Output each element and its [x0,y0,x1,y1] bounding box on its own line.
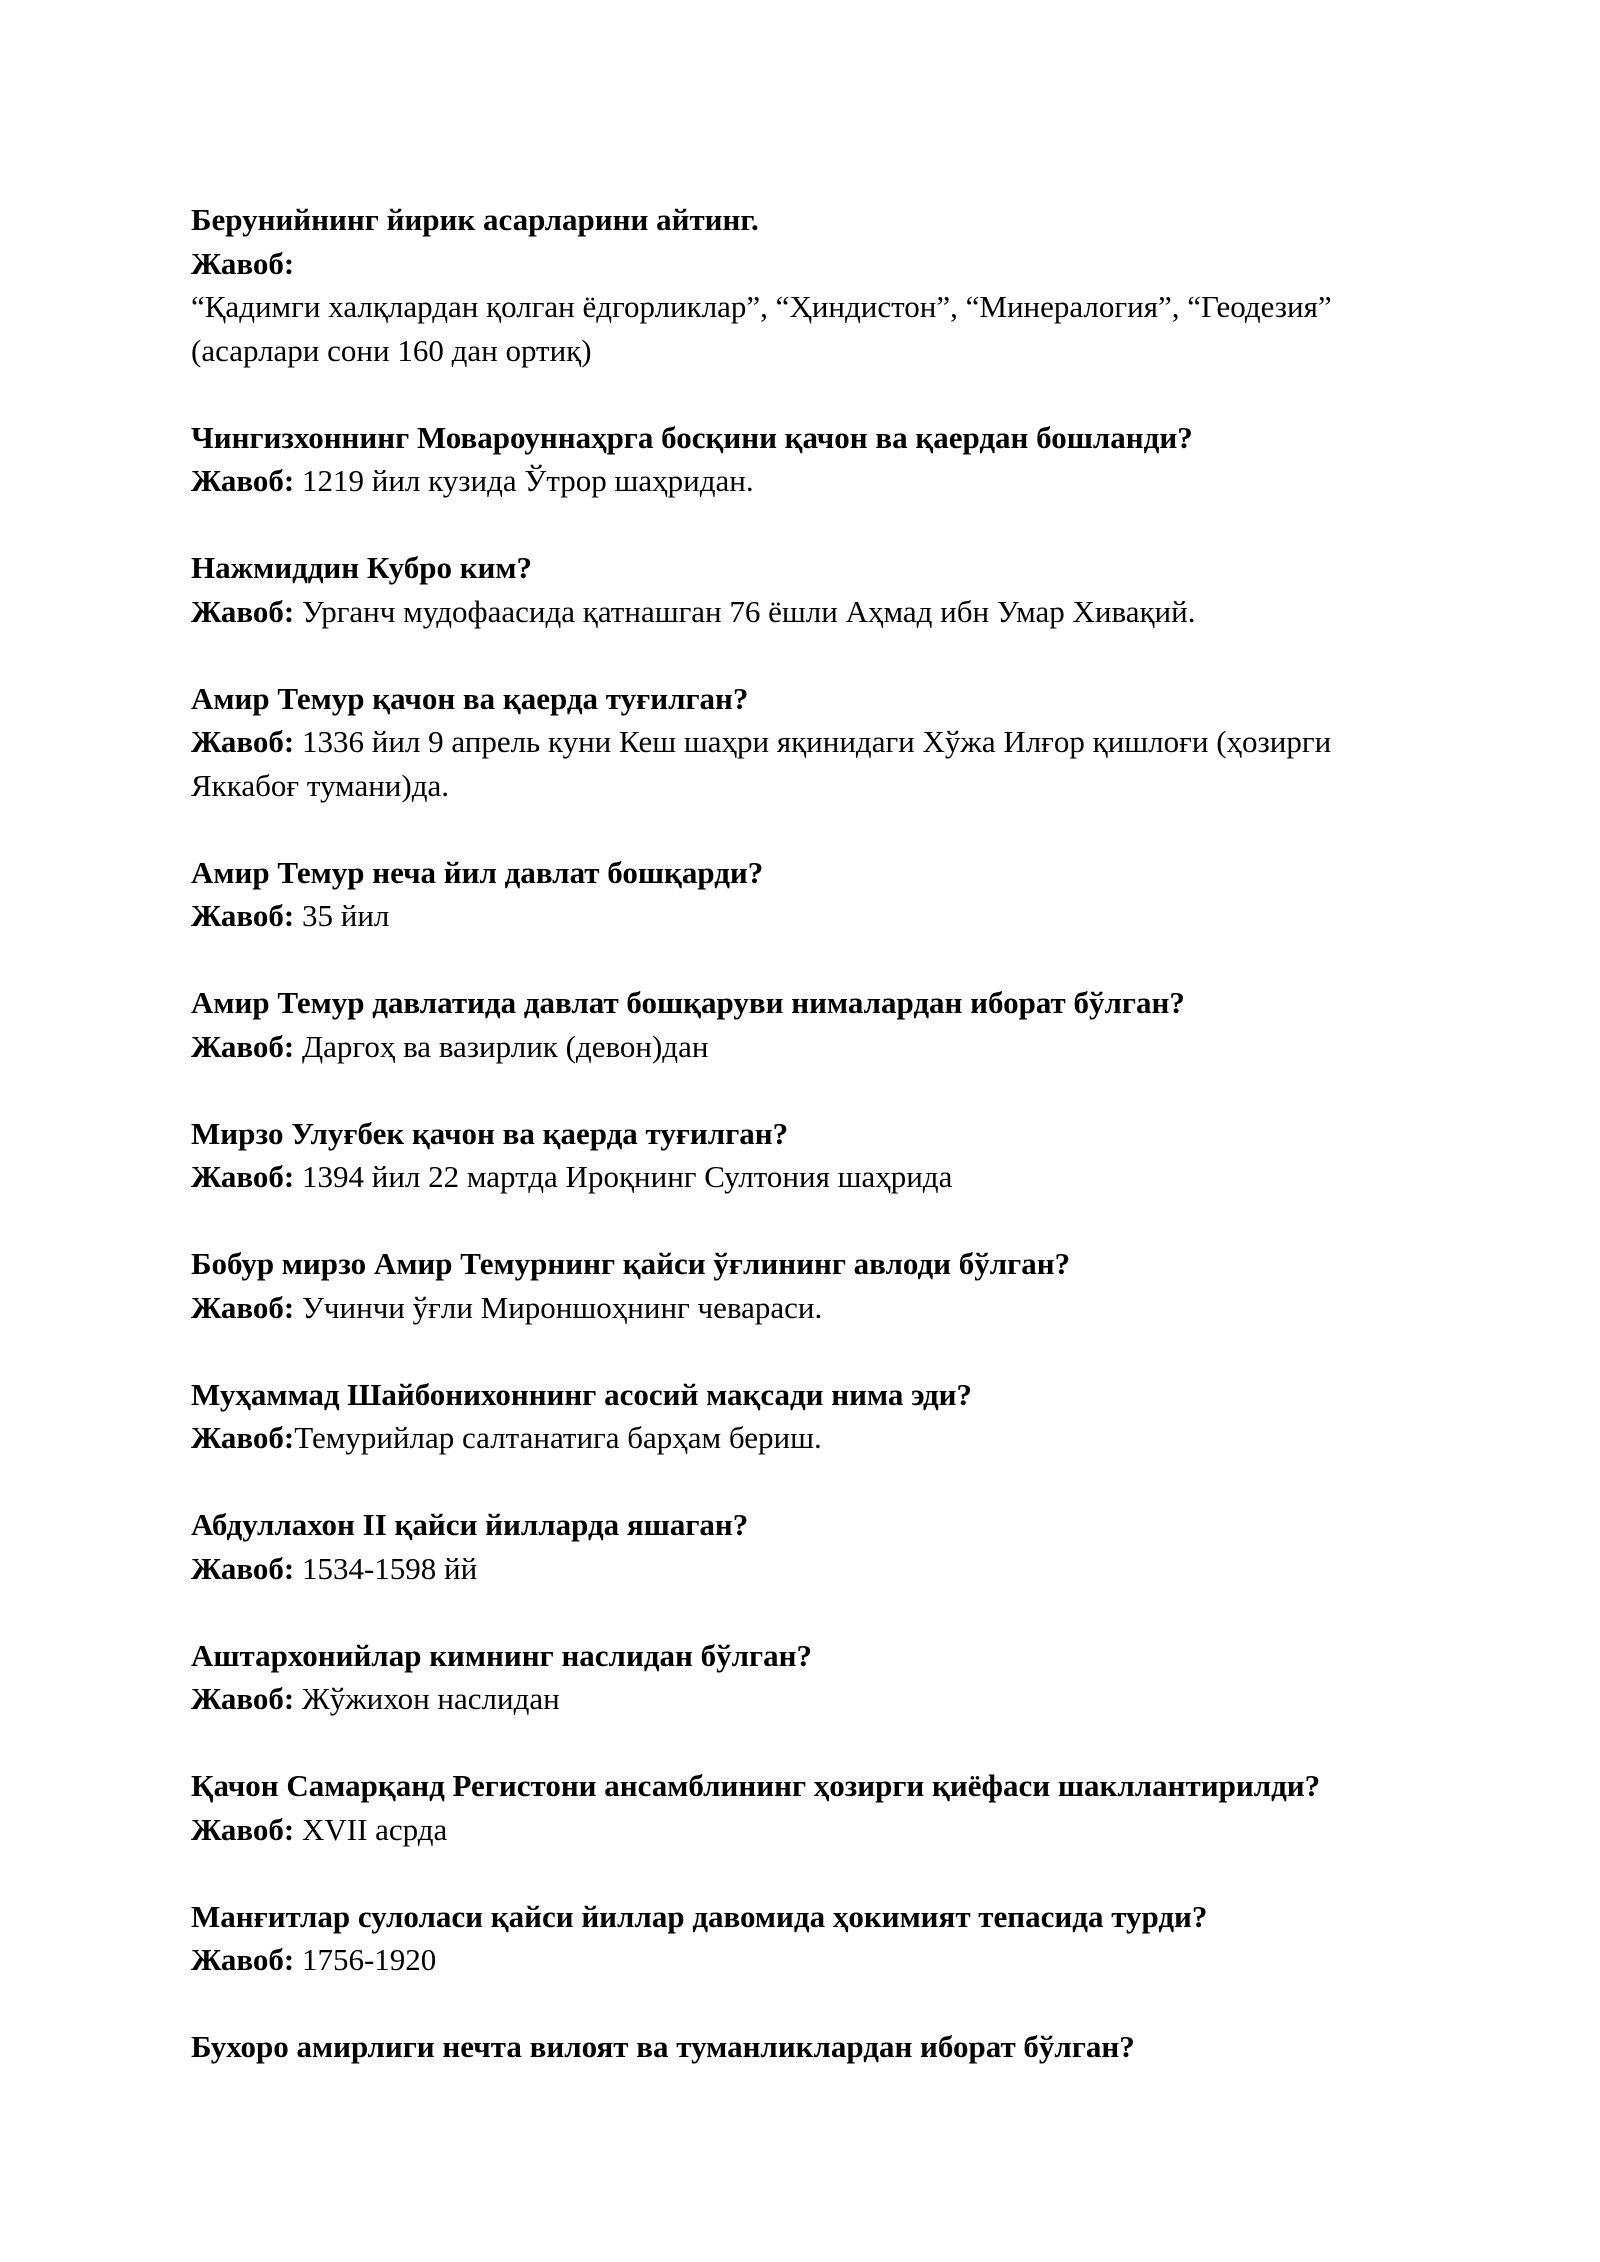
question: Мирзо Улуғбек қачон ва қаерда туғилган? [191,1115,789,1151]
question: Абдуллахон II қайси йилларда яшаган? [191,1507,749,1542]
qa-item [191,1373,1441,1460]
question: Чингизхоннинг Мовароуннаҳрга босқини қачон ва қаердан бошланди? [191,419,1193,455]
qa-item [191,2025,1441,2069]
answer [191,459,1441,503]
answer-text: 1336 йил 9 апрель куни Кеш шаҳри яқинидаги Хўжа Илғор қишлоғи (ҳозирги Яккабоғ тумани)да. [191,724,1332,803]
answer-label: Жавоб: [191,1420,295,1455]
qa-item [191,198,1441,372]
answer-label: Жавоб: [191,593,295,629]
qa-item [191,1112,1441,1199]
qa-item [191,416,1441,503]
answer [191,1416,1441,1460]
qa-item [191,1242,1441,1329]
document-page [191,198,1441,2112]
qa-item [191,981,1441,1068]
answer-text: Темурийлар салтанатига барҳам бериш. [294,1420,822,1455]
answer [191,590,1441,634]
qa-item [191,677,1441,808]
answer-text: Урганч мудофаасида қатнашган 76 ёшли Аҳмад ибн Умар Хивақий. [294,593,1196,629]
answer [191,720,1441,807]
question: Бухоро амирлиги нечта вилоят ва туманликлардан иборат бўлган? [191,2029,1135,2064]
question: Нажмиддин Кубро ким? [191,550,533,585]
question: Манғитлар сулоласи қайси йиллар давомида ҳокимият тепасида турди? [191,1898,1208,1934]
answer [191,1155,1441,1199]
answer-label: Жавоб: [191,1942,295,1977]
answer-label-line [191,242,1441,286]
answer-text: “Қадимги халқлардан қолган ёдгорликлар”, “Ҳиндистон”, “Минералогия”, “Геодезия” (асарлари сони 160 дан ортиқ) [191,289,1332,368]
answer-text: XVII асрда [294,1811,448,1847]
answer-text: Жўжихон наслидан [294,1681,560,1716]
answer-label: Жавоб: [191,724,295,759]
qa-item [191,546,1441,633]
answer [191,285,1441,372]
qa-item [191,1764,1441,1851]
answer-label: Жавоб: [191,1550,295,1586]
answer-text: 35 йил [294,898,390,933]
question: Қачон Самарқанд Регистони ансамблининг ҳозирги қиёфаси шакллантирилди? [191,1768,1321,1803]
question: Амир Темур қачон ва қаерда туғилган? [191,680,749,716]
answer [191,1547,1441,1591]
question: Амир Темур давлатида давлат бошқаруви нималардан иборат бўлган? [191,985,1185,1020]
question: Аштархонийлар кимнинг наслидан бўлган? [191,1637,812,1673]
answer [191,1808,1441,1852]
question: Берунийнинг йирик асарларини айтинг. [191,202,759,237]
answer [191,1938,1441,1982]
answer [191,894,1441,938]
answer-text: Даргоҳ ва вазирлик (девон)дан [294,1028,709,1064]
answer-text: 1534-1598 йй [294,1550,478,1586]
answer-label: Жавоб: [191,245,295,281]
answer [191,1286,1441,1330]
question: Бобур мирзо Амир Темурнинг қайси ўғлининг авлоди бўлган? [191,1246,1071,1281]
answer-label: Жавоб: [191,1811,295,1847]
answer-label: Жавоб: [191,463,295,498]
answer-label: Жавоб: [191,1681,295,1716]
answer-label: Жавоб: [191,1159,295,1194]
qa-item [191,1895,1441,1982]
qa-item [191,1503,1441,1590]
qa-item [191,1634,1441,1721]
answer-label: Жавоб: [191,1028,295,1064]
answer [191,1025,1441,1069]
answer-label: Жавоб: [191,898,295,933]
answer-text: 1756-1920 [294,1942,437,1977]
answer-text: Учинчи ўғли Мироншоҳнинг чевараси. [294,1289,823,1325]
answer-text: 1219 йил кузида Ўтрор шаҳридан. [294,463,754,498]
question: Муҳаммад Шайбонихоннинг асосий мақсади нима эди? [191,1376,973,1412]
answer-text: 1394 йил 22 мартда Ироқнинг Султония шаҳрида [294,1159,953,1194]
answer-label: Жавоб: [191,1289,295,1325]
question: Амир Темур неча йил давлат бошқарди? [191,854,764,890]
qa-item [191,851,1441,938]
answer [191,1677,1441,1721]
